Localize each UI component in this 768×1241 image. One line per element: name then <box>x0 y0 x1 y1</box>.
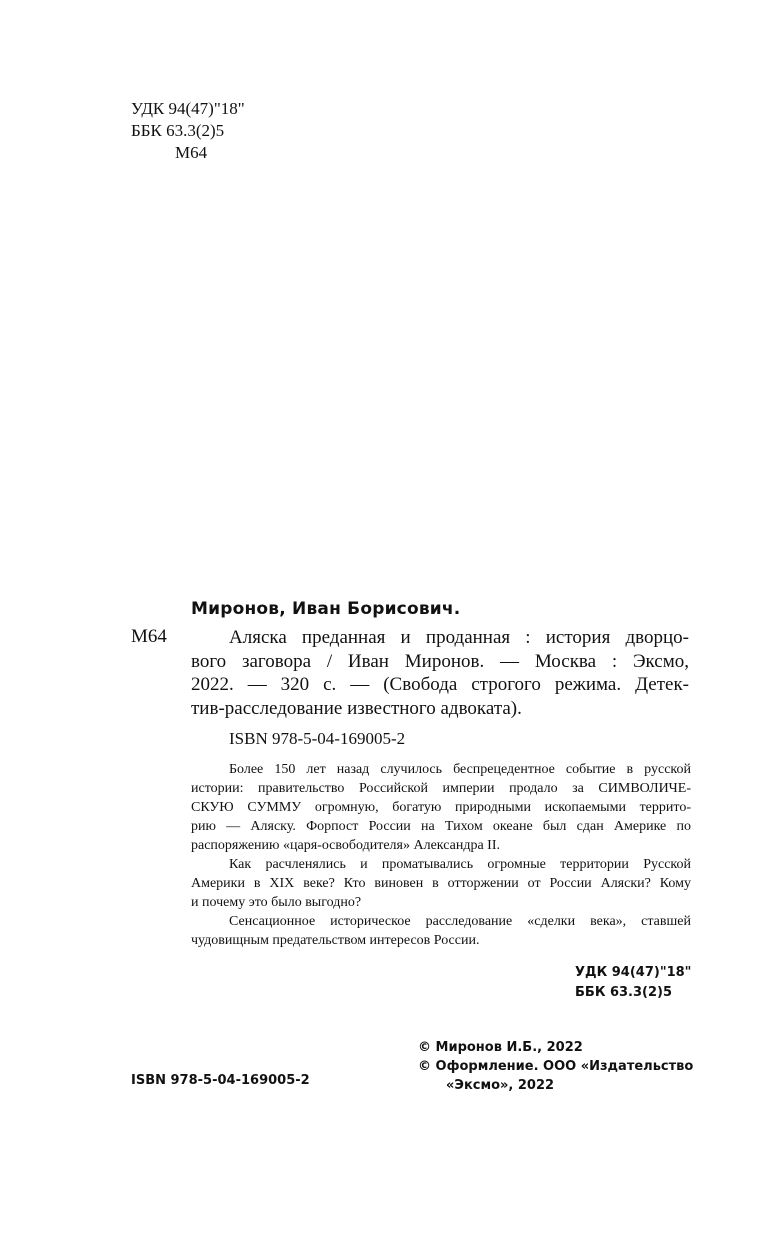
right-classification-block <box>575 963 691 1003</box>
annotation-line: истории: правительство Российской империи продало за СИМВОЛИЧЕ- <box>191 781 691 796</box>
annotation-line: и почему это было выгодно? <box>191 895 362 910</box>
annotation-line: рию — Аляску. Форпост России на Тихом океане был сдан Америке по <box>191 819 691 834</box>
annotation-line: Америки в XIX веке? Кто виновен в отторжении от России Аляски? Кому <box>191 876 691 891</box>
isbn-footer: ISBN 978-5-04-169005-2 <box>131 1073 310 1088</box>
annotation-line: чудовищным предательством интересов России. <box>191 933 480 948</box>
biblio-line: тив-расследование известного адвоката). <box>191 697 522 719</box>
isbn-record: ISBN 978-5-04-169005-2 <box>229 729 406 748</box>
biblio-line: Аляска преданная и проданная : история дворцо- <box>229 627 689 648</box>
bbk-code: ББК 63.3(2)5 <box>131 121 225 140</box>
author-mark: М64 <box>175 143 208 162</box>
annotation-paragraph-2 <box>191 855 691 912</box>
annotation <box>191 760 691 950</box>
biblio-line: вого заговора / Иван Миронов. — Москва : Эксмо, <box>191 650 689 672</box>
annotation-line: Более 150 лет назад случилось беспрецедентное событие в русской <box>229 762 691 777</box>
annotation-line: распоряжению «царя-освободителя» Александра II. <box>191 838 500 853</box>
top-classification-block <box>131 98 245 164</box>
bbk-code-right: ББК 63.3(2)5 <box>575 985 673 1000</box>
annotation-line: Как расчленялись и проматывались огромные территории Русской <box>229 857 691 872</box>
annotation-line: Сенсационное историческое расследование «сделки века», ставшей <box>229 914 691 929</box>
udk-code: УДК 94(47)"18" <box>131 99 245 118</box>
annotation-line: СКУЮ СУММУ огромную, богатую природными ископаемыми террито- <box>191 800 691 815</box>
biblio-line: 2022. — 320 с. — (Свобода строгого режима. Детек- <box>191 674 689 695</box>
copyright-line: «Эксмо», 2022 <box>446 1078 555 1093</box>
author-heading: Миронов, Иван Борисович. <box>191 599 461 619</box>
copyright-line: © Миронов И.Б., 2022 <box>418 1040 583 1055</box>
copyright-block <box>418 1038 693 1095</box>
bibliographic-record <box>191 626 689 720</box>
annotation-paragraph-1 <box>191 760 691 855</box>
copyright-line: © Оформление. ООО «Издательство <box>418 1059 694 1074</box>
annotation-paragraph-3 <box>191 912 691 950</box>
udk-code-right: УДК 94(47)"18" <box>575 965 692 980</box>
catalog-author-mark: М64 <box>131 626 167 647</box>
